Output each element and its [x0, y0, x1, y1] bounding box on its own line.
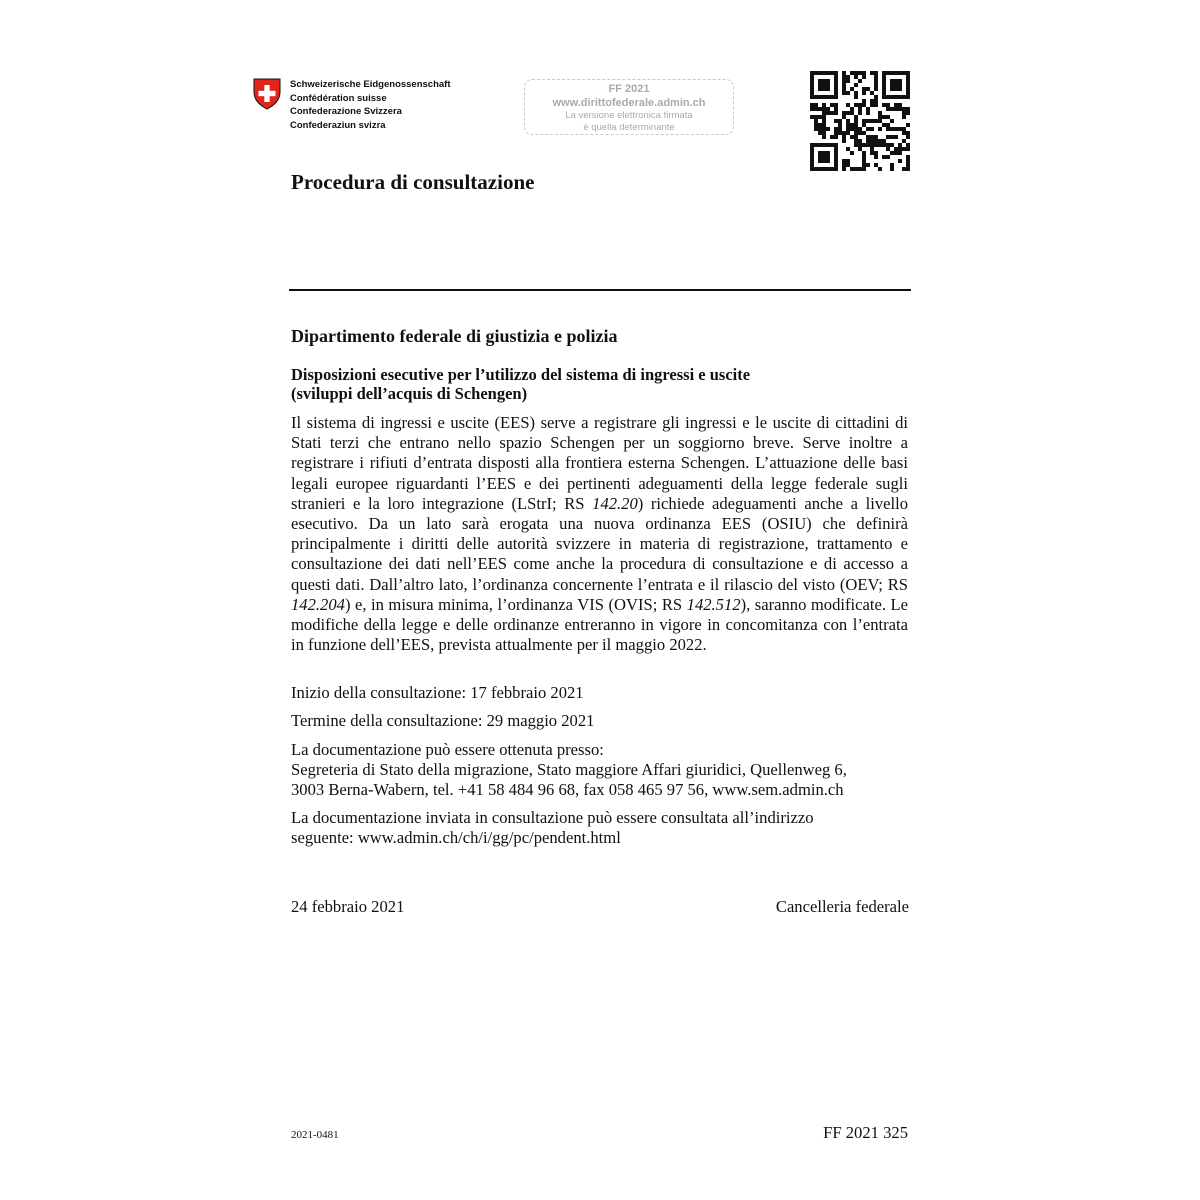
body-part-2: ) richiede adeguamenti anche a livello esecutivo. Da un lato sarà erogata una nuova ordinanza EES (OSIU) che definirà principalmente i diritti delle autorità svizzere in materia di registrazione, trattamento e consultazione dei dati nell’EES come anche la procedura di consultazione e di accesso a questi dati. Dall’altro lato, l’ordinanza concernente l’entrata e il rilascio del visto (OEV; RS	[291, 493, 908, 594]
subject-heading	[291, 365, 911, 403]
documentation-online	[291, 808, 911, 848]
qr-code-icon	[810, 71, 910, 171]
documentation-contact	[291, 740, 911, 801]
body-part-3: ) e, in misura minima, l’ordinanza VIS (OVIS; RS	[344, 594, 687, 614]
document-date: 24 febbraio 2021	[291, 897, 405, 916]
consultation-start: Inizio della consultazione: 17 febbraio 2021	[291, 683, 584, 702]
gov-name-it: Confederazione Svizzera	[290, 106, 402, 117]
ff-reference: FF 2021 325	[823, 1123, 908, 1142]
subject-line-2: (sviluppi dell’acquis di Schengen)	[291, 384, 528, 403]
body-ref-2: 142.204	[291, 594, 345, 614]
gov-name-rm: Confederaziun svizra	[290, 119, 386, 131]
online-line-2: seguente: www.admin.ch/ch/i/gg/pc/pendent.html	[291, 828, 621, 848]
docs-line-3: 3003 Berna-Wabern, tel. +41 58 484 96 68, fax 058 465 97 56, www.sem.admin.ch	[291, 780, 844, 800]
consultation-end: Termine della consultazione: 29 maggio 2021	[291, 711, 595, 730]
gov-name-de: Schweizerische Eidgenossenschaft	[290, 79, 451, 90]
docs-line-2: Segreteria di Stato della migrazione, Stato maggiore Affari giuridici, Quellenweg 6,	[291, 760, 847, 780]
body-paragraph	[291, 413, 908, 655]
stamp-note-2: è quella determinante	[583, 121, 675, 133]
issuer: Cancelleria federale	[775, 897, 909, 916]
government-names	[290, 78, 451, 132]
body-ref-3: 142.512	[686, 594, 741, 614]
online-line-1: La documentazione inviata in consultazione può essere consultata all’indirizzo	[291, 808, 814, 827]
signature-stamp	[524, 79, 734, 135]
subject-line-1: Disposizioni esecutive per l’utilizzo del sistema di ingressi e uscite	[291, 365, 751, 384]
department-heading: Dipartimento federale di giustizia e polizia	[291, 326, 618, 346]
body-part-1: Il sistema di ingressi e uscite (EES) serve a registrare gli ingressi e le uscite di cittadini di Stati terzi che entrano nello spazio Schengen per un soggiorno breve. Serve inoltre a registrare i rifiuti d’entrata disposti alla frontiera esterna Schengen. L’attuazione delle basi legali europee riguardanti l’EES e dei pertinenti adeguamenti della legge federale sugli stranieri e la loro integrazione (LStrI; RS	[291, 413, 908, 513]
stamp-url: www.dirittofederale.admin.ch	[552, 97, 706, 109]
swiss-cross-shield-icon	[253, 78, 281, 110]
document-id: 2021-0481	[291, 1129, 339, 1141]
stamp-ff: FF 2021	[608, 83, 650, 95]
page-title: Procedura di consultazione	[291, 170, 535, 194]
body-ref-1: 142.20	[592, 493, 638, 513]
gov-name-fr: Confédération suisse	[290, 92, 387, 104]
title-divider	[289, 289, 911, 291]
docs-line-1: La documentazione può essere ottenuta presso:	[291, 740, 604, 759]
body-part-4: ), saranno modificate. Le modifiche della legge e delle ordinanze entreranno in vigore in concomitanza con l’entrata in funzione dell’EES, prevista attualmente per il maggio 2022.	[291, 594, 908, 655]
stamp-note-1: La versione elettronica firmata	[565, 110, 693, 121]
